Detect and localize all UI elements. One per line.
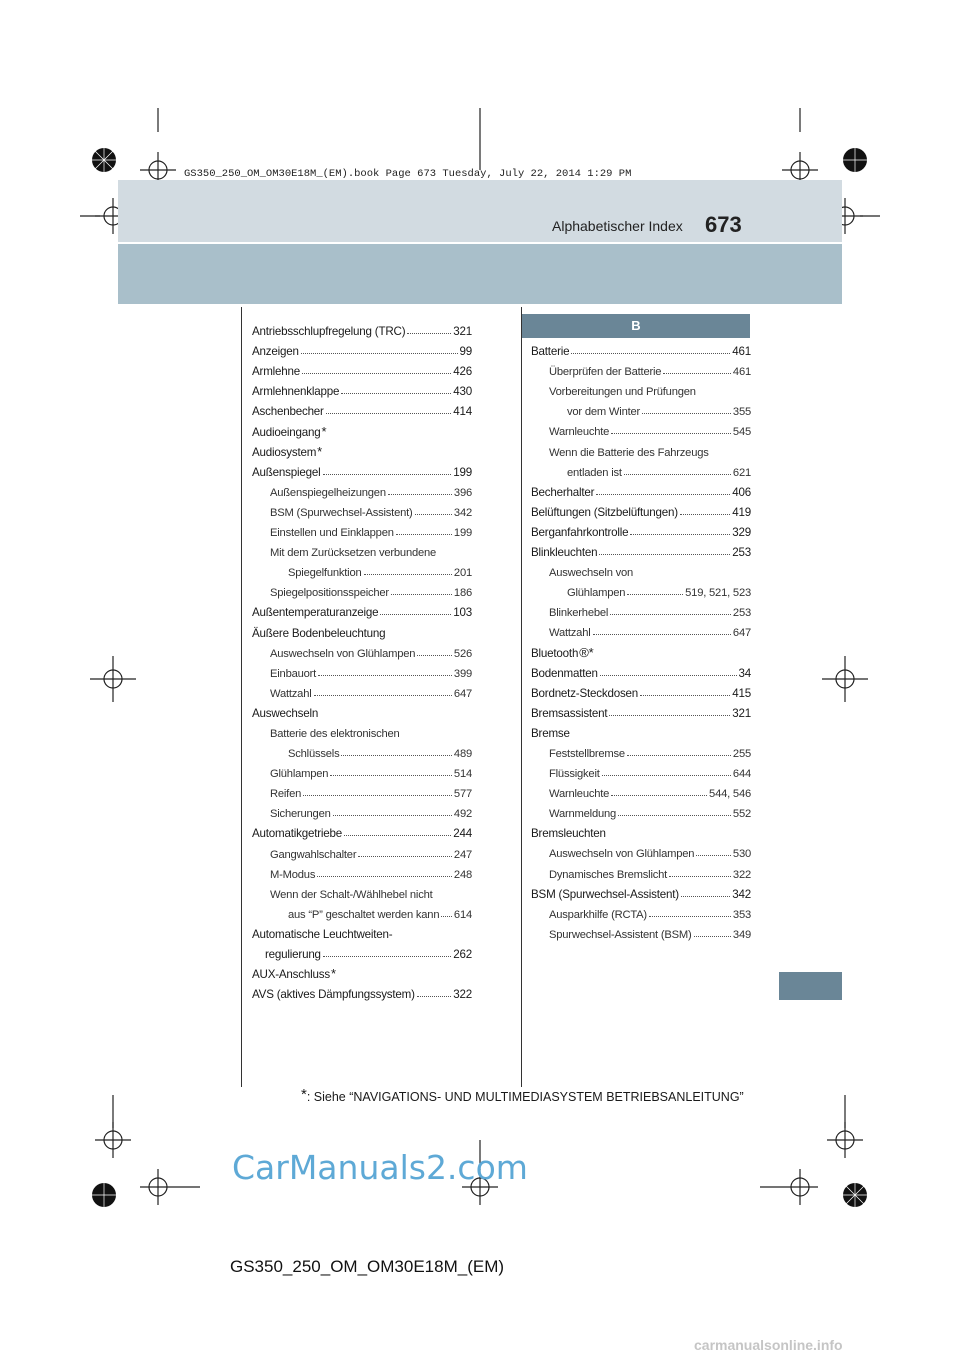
index-entry-page: 519, 521, 523 bbox=[685, 587, 751, 600]
index-entry-label: Überprüfen der Batterie bbox=[549, 366, 662, 379]
index-entry-label: Blinkleuchten bbox=[531, 546, 598, 560]
index-entry-page: 199 bbox=[453, 465, 472, 479]
dot-leader bbox=[669, 876, 731, 877]
index-entry bbox=[531, 760, 751, 780]
index-entry bbox=[531, 338, 751, 358]
index-entry bbox=[531, 881, 751, 901]
index-entry bbox=[252, 459, 472, 479]
index-entry-page: 577 bbox=[453, 788, 472, 801]
index-entry-label: Spiegelpositionsspeicher bbox=[270, 587, 389, 600]
index-entry-page: 321 bbox=[732, 706, 751, 720]
index-entry bbox=[252, 720, 472, 740]
index-entry bbox=[531, 780, 751, 800]
index-entry-label: Glühlampen bbox=[270, 768, 329, 781]
index-entry-label: AVS (aktives Dämpfungssystem) bbox=[252, 988, 415, 1002]
dot-leader bbox=[318, 675, 452, 676]
dot-leader bbox=[624, 474, 731, 475]
index-entry-label: Wenn der Schalt-/Wählhebel nicht bbox=[270, 888, 433, 901]
index-entry bbox=[531, 921, 751, 941]
dot-leader bbox=[611, 795, 707, 796]
index-entry bbox=[252, 398, 472, 418]
dot-leader bbox=[663, 373, 731, 374]
index-entry-label: Warnleuchte bbox=[549, 426, 610, 439]
index-entry-page: 253 bbox=[732, 607, 751, 620]
index-entry bbox=[531, 680, 751, 700]
dot-leader bbox=[618, 815, 731, 816]
index-entry bbox=[252, 740, 472, 760]
index-entry-page: 262 bbox=[453, 948, 472, 961]
index-entry bbox=[252, 619, 472, 639]
index-entry-label: Auswechseln von bbox=[549, 567, 634, 580]
index-entry-page: 103 bbox=[453, 606, 472, 620]
index-entry-page: 255 bbox=[732, 747, 751, 760]
index-entry-page: 430 bbox=[453, 385, 472, 399]
index-entry-label: Blinkerhebel bbox=[549, 607, 609, 620]
index-entry-label: Armlehne bbox=[252, 365, 301, 379]
index-entry-page: 322 bbox=[453, 988, 472, 1002]
index-entry bbox=[252, 338, 472, 358]
index-entry bbox=[252, 599, 472, 619]
dot-leader bbox=[301, 353, 458, 354]
index-entry-label: Dynamisches Bremslicht bbox=[549, 868, 668, 881]
document-id: GS350_250_OM_OM30E18M_(EM) bbox=[230, 1257, 505, 1276]
index-entry-label: Wenn die Batterie des Fahrzeugs bbox=[549, 446, 709, 459]
index-entry-label: Einstellen und Einklappen bbox=[270, 527, 394, 540]
dot-leader bbox=[599, 554, 730, 555]
dot-leader bbox=[649, 916, 731, 917]
column-rule-middle bbox=[521, 307, 522, 1087]
index-entry-page: 253 bbox=[732, 546, 751, 560]
footnote-marker: ®* bbox=[579, 644, 594, 660]
index-entry-label: Feststellbremse bbox=[549, 747, 625, 760]
index-entry-label: Auswechseln von Glühlampen bbox=[270, 647, 416, 660]
index-entry-page: 399 bbox=[453, 667, 472, 680]
index-entry-label: Außentemperaturanzeige bbox=[252, 606, 379, 620]
index-entry-label: Auswechseln von Glühlampen bbox=[549, 848, 695, 861]
index-entry-label: Wattzahl bbox=[549, 627, 591, 640]
index-entry-page: 647 bbox=[732, 627, 751, 640]
dot-leader bbox=[441, 916, 452, 917]
index-entry bbox=[531, 700, 751, 720]
index-entry-label: Ausparkhilfe (RCTA) bbox=[549, 908, 647, 921]
index-entry bbox=[252, 780, 472, 800]
index-entry bbox=[252, 760, 472, 780]
index-entry-page: 544, 546 bbox=[709, 788, 751, 801]
index-entry-page: 530 bbox=[732, 848, 751, 861]
dot-leader bbox=[341, 755, 451, 756]
column-rule-left bbox=[241, 307, 242, 1087]
index-entry-page: 461 bbox=[732, 345, 751, 359]
index-entry-label: Audioeingang bbox=[252, 425, 321, 439]
index-entry-label: Warnmeldung bbox=[549, 808, 617, 821]
dot-leader bbox=[407, 333, 451, 334]
index-entry-label: Anzeigen bbox=[252, 345, 299, 359]
index-entry-label: Bordnetz-Steckdosen bbox=[531, 686, 639, 700]
dot-leader bbox=[593, 634, 731, 635]
dot-leader bbox=[630, 534, 730, 535]
index-entry-label: Außenspiegelheizungen bbox=[270, 486, 386, 499]
index-entry-label: Schlüssels bbox=[288, 748, 340, 761]
index-entry-label: Auswechseln bbox=[252, 706, 319, 720]
index-entry-label: Reifen bbox=[270, 788, 302, 801]
index-entry bbox=[252, 941, 472, 961]
index-entry bbox=[531, 820, 751, 840]
index-entry-page: 201 bbox=[453, 567, 472, 580]
index-entry-label: Audiosystem bbox=[252, 445, 317, 459]
index-entry bbox=[531, 860, 751, 880]
index-entry-page: 99 bbox=[459, 345, 472, 359]
index-entry-label: Batterie des elektronischen bbox=[270, 727, 400, 740]
index-entry-page: 419 bbox=[732, 505, 751, 519]
index-entry-label: M-Modus bbox=[270, 868, 316, 881]
index-entry-label: Automatikgetriebe bbox=[252, 827, 343, 841]
dot-leader bbox=[364, 574, 452, 575]
index-entry-label: AUX-Anschluss bbox=[252, 968, 330, 982]
footnote-star: * bbox=[301, 1086, 307, 1103]
dot-leader bbox=[417, 996, 451, 997]
dot-leader bbox=[611, 433, 731, 434]
dot-leader bbox=[571, 353, 730, 354]
index-entry bbox=[531, 740, 751, 760]
footnote-marker: * bbox=[317, 443, 323, 459]
thumb-index-tab bbox=[779, 972, 842, 1000]
index-entry bbox=[531, 358, 751, 378]
index-entry-page: 552 bbox=[732, 808, 751, 821]
index-entry-label: Flüssigkeit bbox=[549, 768, 600, 781]
dot-leader bbox=[380, 614, 451, 615]
dot-leader bbox=[602, 775, 731, 776]
dot-leader bbox=[344, 835, 451, 836]
index-entry-label: aus “P” geschaltet werden kann bbox=[288, 908, 440, 921]
index-entry-label: Spiegelfunktion bbox=[288, 567, 362, 580]
index-entry bbox=[252, 439, 472, 459]
index-entry bbox=[531, 639, 751, 659]
index-entry bbox=[252, 559, 472, 579]
index-entry-page: 514 bbox=[453, 768, 472, 781]
index-entry bbox=[252, 700, 472, 720]
index-entry-page: 186 bbox=[453, 587, 472, 600]
index-entry-page: 329 bbox=[732, 525, 751, 539]
index-entry-label: Batterie bbox=[531, 345, 570, 359]
index-entry-page: 647 bbox=[453, 687, 472, 700]
index-entry-label: Bremse bbox=[531, 726, 570, 740]
index-entry bbox=[252, 539, 472, 559]
index-entry-label: Bremsassistent bbox=[531, 706, 608, 720]
index-entry bbox=[252, 519, 472, 539]
index-entry bbox=[252, 981, 472, 1001]
dot-leader bbox=[609, 715, 730, 716]
index-entry-page: 349 bbox=[732, 928, 751, 941]
index-entry bbox=[531, 579, 751, 599]
index-entry-label: Bluetooth bbox=[531, 646, 579, 660]
index-entry-label: Spurwechsel-Assistent (BSM) bbox=[549, 928, 692, 941]
index-entry bbox=[252, 358, 472, 378]
index-entry bbox=[252, 640, 472, 660]
index-entry bbox=[531, 459, 751, 479]
index-entry-label: Mit dem Zurücksetzen verbundene bbox=[270, 547, 437, 560]
index-entry bbox=[531, 438, 751, 458]
index-entry-page: 199 bbox=[453, 527, 472, 540]
index-entry bbox=[531, 840, 751, 860]
index-entry-page: 342 bbox=[453, 506, 472, 519]
index-entry-label: Äußere Bodenbeleuchtung bbox=[252, 626, 386, 640]
index-entry bbox=[252, 901, 472, 921]
dot-leader bbox=[388, 494, 452, 495]
index-entry bbox=[252, 418, 472, 438]
index-entry-label: Armlehnenklappe bbox=[252, 385, 340, 399]
section-header-b: B bbox=[522, 314, 750, 338]
watermark-site[interactable]: carmanualsonline.info bbox=[694, 1337, 843, 1353]
dot-leader bbox=[627, 594, 683, 595]
index-entry-page: 396 bbox=[453, 486, 472, 499]
index-entry bbox=[531, 559, 751, 579]
index-entry-page: 614 bbox=[453, 908, 472, 921]
index-entry-label: Außenspiegel bbox=[252, 465, 321, 479]
dot-leader bbox=[323, 956, 451, 957]
dot-leader bbox=[610, 614, 731, 615]
index-entry-page: 248 bbox=[453, 868, 472, 881]
dot-leader bbox=[640, 695, 730, 696]
index-entry-label: Bremsleuchten bbox=[531, 827, 606, 841]
index-entry-label: BSM (Spurwechsel-Assistent) bbox=[531, 887, 679, 901]
index-entry-page: 415 bbox=[732, 686, 751, 700]
index-entry-page: 545 bbox=[732, 426, 751, 439]
index-entry-label: vor dem Winter bbox=[567, 406, 641, 419]
dot-leader bbox=[341, 393, 451, 394]
index-entry-label: Glühlampen bbox=[567, 587, 626, 600]
dot-leader bbox=[694, 936, 731, 937]
header-title: Alphabetischer Index bbox=[552, 218, 683, 234]
header-band-lower bbox=[118, 244, 842, 304]
dot-leader bbox=[303, 795, 452, 796]
index-entry bbox=[531, 418, 751, 438]
index-entry-page: 322 bbox=[732, 868, 751, 881]
index-entry-label: Antriebsschlupfregelung (TRC) bbox=[252, 325, 406, 339]
index-entry bbox=[252, 499, 472, 519]
index-entry-page: 526 bbox=[453, 647, 472, 660]
index-entry-page: 644 bbox=[732, 768, 751, 781]
index-entry-label: Sicherungen bbox=[270, 808, 331, 821]
index-entry bbox=[531, 720, 751, 740]
index-entry-label: Belüftungen (Sitzbelüftungen) bbox=[531, 505, 678, 519]
index-entry bbox=[531, 398, 751, 418]
index-entry-page: 353 bbox=[732, 908, 751, 921]
index-entry bbox=[252, 800, 472, 820]
dot-leader bbox=[317, 876, 452, 877]
index-column-2 bbox=[531, 338, 751, 941]
footnote-text: : Siehe “NAVIGATIONS- UND MULTIMEDIASYSTEM BETRIEBSANLEITUNG” bbox=[306, 1090, 744, 1104]
footnote bbox=[300, 1086, 744, 1104]
index-entry bbox=[252, 961, 472, 981]
index-entry bbox=[252, 680, 472, 700]
index-entry bbox=[252, 479, 472, 499]
index-entry bbox=[252, 660, 472, 680]
index-entry-page: 414 bbox=[453, 405, 472, 419]
index-entry bbox=[531, 499, 751, 519]
index-entry-page: 406 bbox=[732, 485, 751, 499]
index-entry-label: Gangwahlschalter bbox=[270, 848, 357, 861]
index-entry bbox=[531, 539, 751, 559]
dot-leader bbox=[627, 755, 731, 756]
dot-leader bbox=[396, 534, 452, 535]
dot-leader bbox=[323, 474, 452, 475]
index-entry bbox=[531, 519, 751, 539]
index-entry-label: Automatische Leuchtweiten- bbox=[252, 927, 393, 941]
dot-leader bbox=[330, 775, 452, 776]
index-entry bbox=[531, 378, 751, 398]
index-entry bbox=[252, 881, 472, 901]
watermark[interactable]: CarManuals2.com bbox=[232, 1148, 528, 1187]
dot-leader bbox=[696, 855, 731, 856]
dot-leader bbox=[326, 413, 452, 414]
index-entry-label: Becherhalter bbox=[531, 485, 595, 499]
index-entry bbox=[252, 861, 472, 881]
dot-leader bbox=[680, 514, 730, 515]
index-entry-label: Aschenbecher bbox=[252, 405, 324, 419]
index-entry-label: entladen ist bbox=[567, 466, 622, 479]
index-entry-page: 34 bbox=[738, 666, 751, 680]
index-entry bbox=[252, 820, 472, 840]
index-entry-label: Wattzahl bbox=[270, 687, 312, 700]
index-column-1 bbox=[252, 318, 472, 1001]
index-entry-page: 321 bbox=[453, 325, 472, 339]
dot-leader bbox=[333, 815, 452, 816]
index-entry bbox=[531, 660, 751, 680]
index-entry-page: 355 bbox=[732, 406, 751, 419]
index-entry-label: Berganfahrkontrolle bbox=[531, 525, 629, 539]
index-entry-label: Vorbereitungen und Prüfungen bbox=[549, 386, 696, 399]
dot-leader bbox=[415, 514, 452, 515]
index-entry bbox=[252, 318, 472, 338]
index-entry-page: 461 bbox=[732, 366, 751, 379]
index-entry-label: Warnleuchte bbox=[549, 788, 610, 801]
dot-leader bbox=[314, 695, 452, 696]
index-entry bbox=[252, 579, 472, 599]
index-entry-page: 426 bbox=[453, 365, 472, 379]
index-entry-page: 621 bbox=[732, 466, 751, 479]
index-entry bbox=[531, 901, 751, 921]
print-stamp: GS350_250_OM_OM30E18M_(EM).book Page 673 Tuesday, July 22, 2014 1:29 PM bbox=[184, 168, 632, 180]
index-entry-label: Einbauort bbox=[270, 667, 317, 680]
index-entry bbox=[252, 840, 472, 860]
index-entry-label: regulierung bbox=[265, 948, 321, 961]
index-entry-page: 489 bbox=[453, 748, 472, 761]
index-entry-page: 342 bbox=[732, 887, 751, 901]
index-entry bbox=[252, 921, 472, 941]
index-entry bbox=[252, 378, 472, 398]
index-entry-page: 247 bbox=[453, 848, 472, 861]
dot-leader bbox=[391, 594, 452, 595]
dot-leader bbox=[302, 373, 451, 374]
index-entry bbox=[531, 800, 751, 820]
dot-leader bbox=[681, 896, 730, 897]
index-entry-page: 244 bbox=[453, 827, 472, 841]
dot-leader bbox=[596, 494, 730, 495]
index-entry bbox=[531, 599, 751, 619]
index-entry bbox=[531, 479, 751, 499]
footnote-marker: * bbox=[330, 966, 336, 982]
dot-leader bbox=[600, 675, 737, 676]
footnote-marker: * bbox=[321, 423, 327, 439]
index-entry bbox=[531, 619, 751, 639]
index-entry-label: Bodenmatten bbox=[531, 666, 598, 680]
page-number: 673 bbox=[705, 212, 742, 237]
index-entry-page: 492 bbox=[453, 808, 472, 821]
index-entry-label: BSM (Spurwechsel-Assistent) bbox=[270, 506, 413, 519]
dot-leader bbox=[642, 413, 731, 414]
dot-leader bbox=[358, 856, 452, 857]
dot-leader bbox=[417, 655, 452, 656]
